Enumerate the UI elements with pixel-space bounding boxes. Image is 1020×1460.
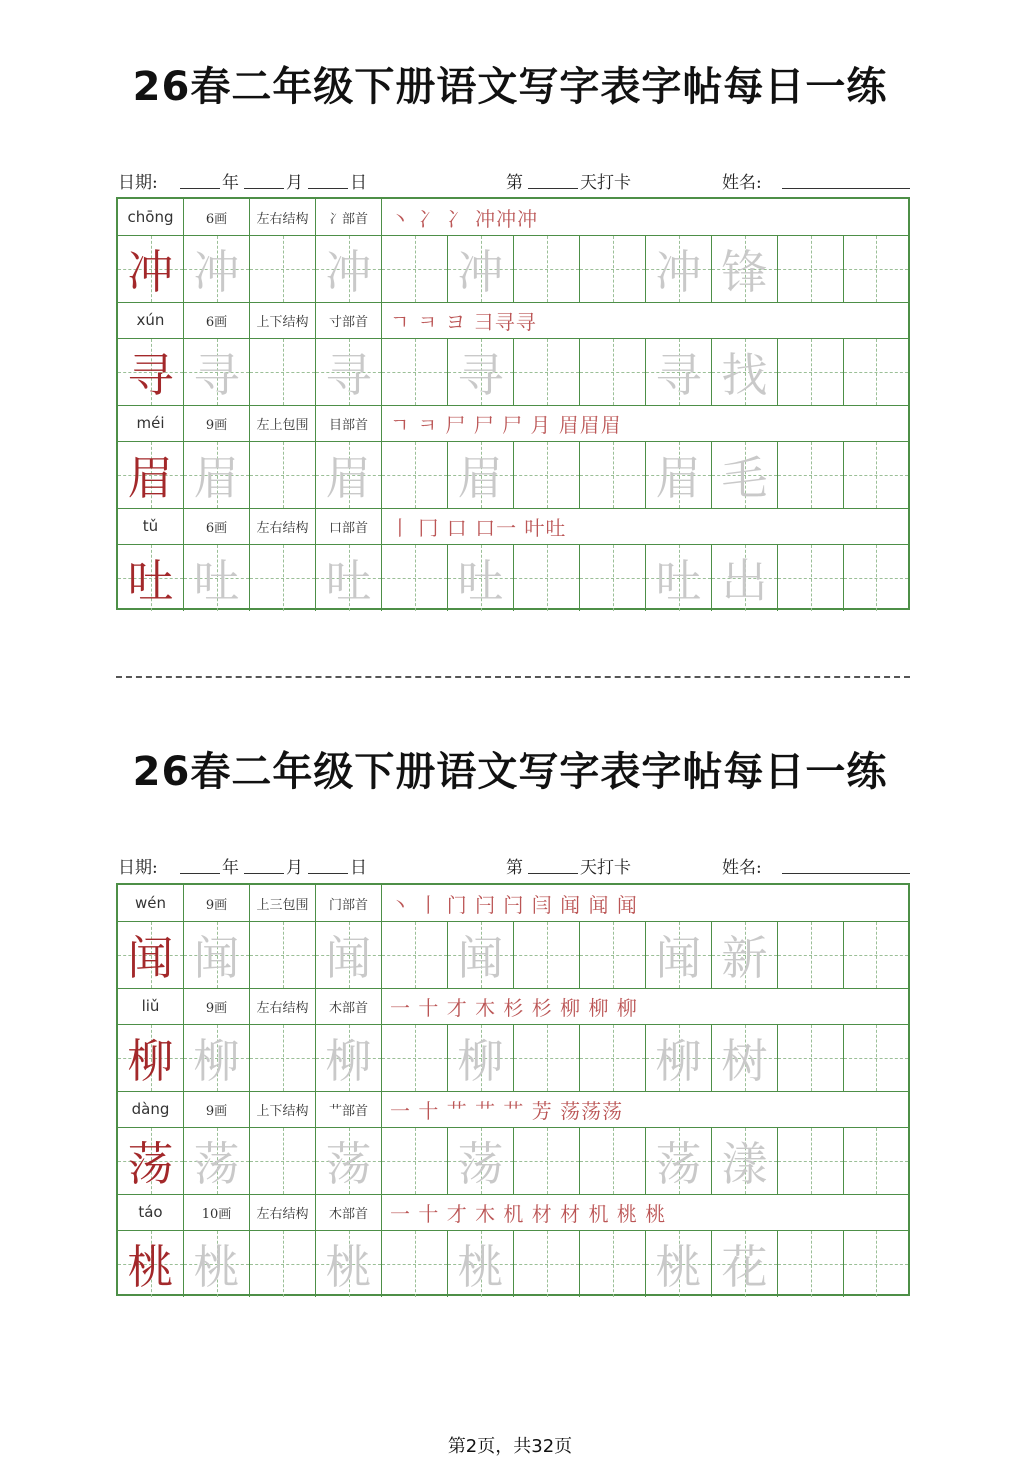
blank-practice-cell[interactable] <box>250 922 316 988</box>
trace-cell <box>448 545 514 611</box>
trace-cell <box>646 1025 712 1091</box>
blank-practice-cell[interactable] <box>580 236 646 302</box>
stroke-order: 丨 冂 口 口一 叶吐 <box>390 515 567 540</box>
blank-practice-cell[interactable] <box>250 545 316 611</box>
pinyin-cell: dàng <box>118 1091 184 1127</box>
trace-char: 桃 <box>457 1240 504 1294</box>
pinyin-cell: xún <box>118 302 184 338</box>
trace-cell <box>646 922 712 988</box>
model-char: 冲 <box>127 245 174 299</box>
stroke-count-cell: 6画 <box>184 302 250 338</box>
structure-cell: 左右结构 <box>250 199 316 235</box>
char-row <box>118 545 908 611</box>
blank-practice-cell[interactable] <box>580 339 646 405</box>
stroke-order: 丶 丨 门 闩 闩 闫 闻 闻 闻 <box>390 892 638 917</box>
trace-char: 吐 <box>457 554 504 608</box>
char-row <box>118 442 908 509</box>
model-char: 桃 <box>127 1240 174 1294</box>
date-label: 日期: <box>118 173 158 193</box>
trace-char: 荡 <box>457 1137 504 1191</box>
days-blank[interactable] <box>528 188 578 189</box>
model-char-cell <box>118 1025 184 1091</box>
trace-char: 柳 <box>193 1034 240 1088</box>
trace-char: 冲 <box>193 245 240 299</box>
model-char: 寻 <box>127 348 174 402</box>
trace-cell <box>448 922 514 988</box>
trace-char: 寻 <box>193 348 240 402</box>
blank-practice-cell[interactable] <box>382 339 448 405</box>
model-char-cell <box>118 236 184 302</box>
trace-char: 闻 <box>457 931 504 985</box>
month-label: 月 <box>286 173 303 193</box>
trace-cell <box>316 1231 382 1297</box>
trace-char: 闻 <box>325 931 372 985</box>
model-char-cell <box>118 545 184 611</box>
stroke-order: 一 十 才 木 机 材 材 机 桃 桃 <box>390 1201 667 1226</box>
blank-practice-cell[interactable] <box>514 545 580 611</box>
trace-cell <box>646 339 712 405</box>
model-char-cell <box>118 1128 184 1194</box>
info-row <box>118 508 908 545</box>
trace-char: 吐 <box>655 554 702 608</box>
model-char: 荡 <box>127 1137 174 1191</box>
page-title-2: 26春二年级下册语文写字表字帖每日一练 <box>132 749 888 795</box>
model-char: 眉 <box>127 451 174 505</box>
blank-practice-cell[interactable] <box>844 1231 908 1297</box>
day-label: 日 <box>350 173 367 193</box>
trace-cell <box>184 236 250 302</box>
day-blank[interactable] <box>308 873 348 874</box>
blank-practice-cell[interactable] <box>778 339 844 405</box>
char-row <box>118 1128 908 1195</box>
structure-cell: 上下结构 <box>250 302 316 338</box>
trace-cell <box>448 442 514 508</box>
word-cell <box>712 1128 778 1194</box>
trace-cell <box>184 1231 250 1297</box>
word-cell <box>712 922 778 988</box>
blank-practice-cell[interactable] <box>580 442 646 508</box>
info-row <box>118 1091 908 1128</box>
trace-char: 眉 <box>457 451 504 505</box>
blank-practice-cell[interactable] <box>514 1128 580 1194</box>
di-label: 第 <box>506 173 523 193</box>
radical-cell: 木部首 <box>316 988 382 1024</box>
name-blank[interactable] <box>782 873 910 874</box>
info-row <box>118 885 908 922</box>
radical-cell: 门部首 <box>316 885 382 921</box>
blank-practice-cell[interactable] <box>778 236 844 302</box>
stroke-count-cell: 6画 <box>184 508 250 544</box>
trace-char: 眉 <box>655 451 702 505</box>
blank-practice-cell[interactable] <box>778 1231 844 1297</box>
model-char: 吐 <box>127 554 174 608</box>
stroke-order: 一 十 艹 艹 艹 芳 荡荡荡 <box>390 1098 624 1123</box>
blank-practice-cell[interactable] <box>382 922 448 988</box>
di-label: 第 <box>506 858 523 878</box>
trace-cell <box>316 1025 382 1091</box>
blank-practice-cell[interactable] <box>250 1128 316 1194</box>
trace-char: 冲 <box>325 245 372 299</box>
trace-cell <box>184 1128 250 1194</box>
char-row <box>118 339 908 406</box>
pinyin-cell: méi <box>118 405 184 441</box>
blank-practice-cell[interactable] <box>250 1231 316 1297</box>
structure-cell: 左上包围 <box>250 405 316 441</box>
pinyin-cell: liǔ <box>118 988 184 1024</box>
blank-practice-cell[interactable] <box>250 236 316 302</box>
blank-practice-cell[interactable] <box>580 1231 646 1297</box>
pinyin-cell: wén <box>118 885 184 921</box>
year-blank[interactable] <box>180 873 220 874</box>
structure-cell: 左右结构 <box>250 508 316 544</box>
stroke-order: 一 十 才 木 杉 杉 柳 柳 柳 <box>390 995 638 1020</box>
radical-cell: 寸部首 <box>316 302 382 338</box>
blank-practice-cell[interactable] <box>382 236 448 302</box>
trace-cell <box>646 442 712 508</box>
blank-practice-cell[interactable] <box>580 922 646 988</box>
stroke-count-cell: 9画 <box>184 1091 250 1127</box>
trace-char: 荡 <box>193 1137 240 1191</box>
blank-practice-cell[interactable] <box>580 1128 646 1194</box>
blank-practice-cell[interactable] <box>382 1128 448 1194</box>
day-blank[interactable] <box>308 188 348 189</box>
trace-cell <box>316 339 382 405</box>
info-row <box>118 405 908 442</box>
word-char: 漾 <box>721 1137 768 1191</box>
model-char-cell <box>118 1231 184 1297</box>
char-row <box>118 1231 908 1297</box>
checkin-label: 天打卡 <box>580 173 631 193</box>
model-char-cell <box>118 442 184 508</box>
trace-char: 桃 <box>655 1240 702 1294</box>
trace-char: 荡 <box>655 1137 702 1191</box>
name-blank[interactable] <box>782 188 910 189</box>
month-blank[interactable] <box>244 188 284 189</box>
blank-practice-cell[interactable] <box>844 442 908 508</box>
info-row <box>118 1194 908 1231</box>
trace-cell <box>646 1128 712 1194</box>
blank-practice-cell[interactable] <box>580 545 646 611</box>
word-cell <box>712 339 778 405</box>
word-cell <box>712 1025 778 1091</box>
structure-cell: 上三包围 <box>250 885 316 921</box>
model-char-cell <box>118 339 184 405</box>
trace-char: 寻 <box>325 348 372 402</box>
structure-cell: 上下结构 <box>250 1091 316 1127</box>
info-row <box>118 302 908 339</box>
radical-cell: 木部首 <box>316 1194 382 1230</box>
blank-practice-cell[interactable] <box>844 339 908 405</box>
radical-cell: 艹部首 <box>316 1091 382 1127</box>
trace-cell <box>448 339 514 405</box>
blank-practice-cell[interactable] <box>844 236 908 302</box>
trace-cell <box>646 545 712 611</box>
page-footer: 第2页，共32页 <box>447 1436 573 1457</box>
page-title: 26春二年级下册语文写字表字帖每日一练 <box>132 64 888 110</box>
word-cell <box>712 545 778 611</box>
stroke-count-cell: 9画 <box>184 885 250 921</box>
name-label: 姓名: <box>722 858 762 878</box>
trace-cell <box>448 1025 514 1091</box>
char-row <box>118 236 908 303</box>
trace-cell <box>316 922 382 988</box>
trace-cell <box>448 236 514 302</box>
trace-char: 柳 <box>655 1034 702 1088</box>
trace-char: 寻 <box>457 348 504 402</box>
blank-practice-cell[interactable] <box>382 545 448 611</box>
trace-char: 荡 <box>325 1137 372 1191</box>
stroke-order: ㄱ ㅋ ヨ 彐寻寻 <box>390 309 537 334</box>
word-cell <box>712 1231 778 1297</box>
year-blank[interactable] <box>180 188 220 189</box>
trace-cell <box>184 922 250 988</box>
name-label: 姓名: <box>722 173 762 193</box>
word-char: 新 <box>721 931 768 985</box>
blank-practice-cell[interactable] <box>514 339 580 405</box>
trace-char: 眉 <box>193 451 240 505</box>
blank-practice-cell[interactable] <box>514 236 580 302</box>
trace-cell <box>316 236 382 302</box>
blank-practice-cell[interactable] <box>514 442 580 508</box>
blank-practice-cell[interactable] <box>382 1231 448 1297</box>
trace-cell <box>646 236 712 302</box>
model-char: 柳 <box>127 1034 174 1088</box>
blank-practice-cell[interactable] <box>514 922 580 988</box>
word-char: 锋 <box>721 245 768 299</box>
char-row <box>118 922 908 989</box>
date-label: 日期: <box>118 858 158 878</box>
stroke-count-cell: 10画 <box>184 1194 250 1230</box>
blank-practice-cell[interactable] <box>844 1128 908 1194</box>
radical-cell: 目部首 <box>316 405 382 441</box>
trace-cell <box>448 1128 514 1194</box>
word-char: 出 <box>721 554 768 608</box>
trace-char: 闻 <box>193 931 240 985</box>
month-blank[interactable] <box>244 873 284 874</box>
trace-cell <box>316 442 382 508</box>
trace-char: 桃 <box>325 1240 372 1294</box>
info-row <box>118 988 908 1025</box>
model-char-cell <box>118 922 184 988</box>
blank-practice-cell[interactable] <box>778 1128 844 1194</box>
blank-practice-cell[interactable] <box>778 922 844 988</box>
blank-practice-cell[interactable] <box>514 1025 580 1091</box>
pinyin-cell: chōng <box>118 199 184 235</box>
blank-practice-cell[interactable] <box>778 1025 844 1091</box>
blank-practice-cell[interactable] <box>382 1025 448 1091</box>
blank-practice-cell[interactable] <box>778 545 844 611</box>
word-char: 花 <box>721 1240 768 1294</box>
trace-char: 桃 <box>193 1240 240 1294</box>
trace-cell <box>184 545 250 611</box>
trace-cell <box>184 339 250 405</box>
trace-cell <box>448 1231 514 1297</box>
trace-char: 冲 <box>655 245 702 299</box>
trace-cell <box>184 1025 250 1091</box>
structure-cell: 左右结构 <box>250 988 316 1024</box>
trace-cell <box>184 442 250 508</box>
pinyin-cell: táo <box>118 1194 184 1230</box>
structure-cell: 左右结构 <box>250 1194 316 1230</box>
blank-practice-cell[interactable] <box>250 339 316 405</box>
days-blank[interactable] <box>528 873 578 874</box>
word-cell <box>712 442 778 508</box>
stroke-order: ㄱ ㅋ 尸 尸 尸 月 眉眉眉 <box>390 412 622 437</box>
month-label: 月 <box>286 858 303 878</box>
trace-char: 柳 <box>325 1034 372 1088</box>
trace-cell <box>646 1231 712 1297</box>
trace-char: 闻 <box>655 931 702 985</box>
pinyin-cell: tǔ <box>118 508 184 544</box>
stroke-count-cell: 9画 <box>184 988 250 1024</box>
word-char: 找 <box>721 348 768 402</box>
practice-grid-2 <box>116 883 910 1296</box>
model-char: 闻 <box>127 931 174 985</box>
practice-grid-1 <box>116 197 910 610</box>
day-label: 日 <box>350 858 367 878</box>
meta-bar-2 <box>118 849 910 879</box>
trace-cell <box>316 1128 382 1194</box>
char-row <box>118 1025 908 1092</box>
info-row <box>118 199 908 236</box>
year-label: 年 <box>222 858 239 878</box>
stroke-order: 丶 冫 冫 冲冲冲 <box>390 206 539 231</box>
trace-char: 柳 <box>457 1034 504 1088</box>
blank-practice-cell[interactable] <box>844 922 908 988</box>
trace-cell <box>316 545 382 611</box>
trace-char: 吐 <box>193 554 240 608</box>
blank-practice-cell[interactable] <box>844 1025 908 1091</box>
blank-practice-cell[interactable] <box>778 442 844 508</box>
radical-cell: 口部首 <box>316 508 382 544</box>
blank-practice-cell[interactable] <box>250 1025 316 1091</box>
blank-practice-cell[interactable] <box>844 545 908 611</box>
meta-bar <box>118 164 910 194</box>
year-label: 年 <box>222 173 239 193</box>
trace-char: 寻 <box>655 348 702 402</box>
blank-practice-cell[interactable] <box>580 1025 646 1091</box>
trace-char: 眉 <box>325 451 372 505</box>
word-cell <box>712 236 778 302</box>
stroke-count-cell: 6画 <box>184 199 250 235</box>
radical-cell: 冫部首 <box>316 199 382 235</box>
blank-practice-cell[interactable] <box>250 442 316 508</box>
word-char: 树 <box>721 1034 768 1088</box>
trace-char: 冲 <box>457 245 504 299</box>
blank-practice-cell[interactable] <box>382 442 448 508</box>
stroke-count-cell: 9画 <box>184 405 250 441</box>
checkin-label: 天打卡 <box>580 858 631 878</box>
blank-practice-cell[interactable] <box>514 1231 580 1297</box>
word-char: 毛 <box>721 451 768 505</box>
section-separator <box>116 676 910 678</box>
trace-char: 吐 <box>325 554 372 608</box>
